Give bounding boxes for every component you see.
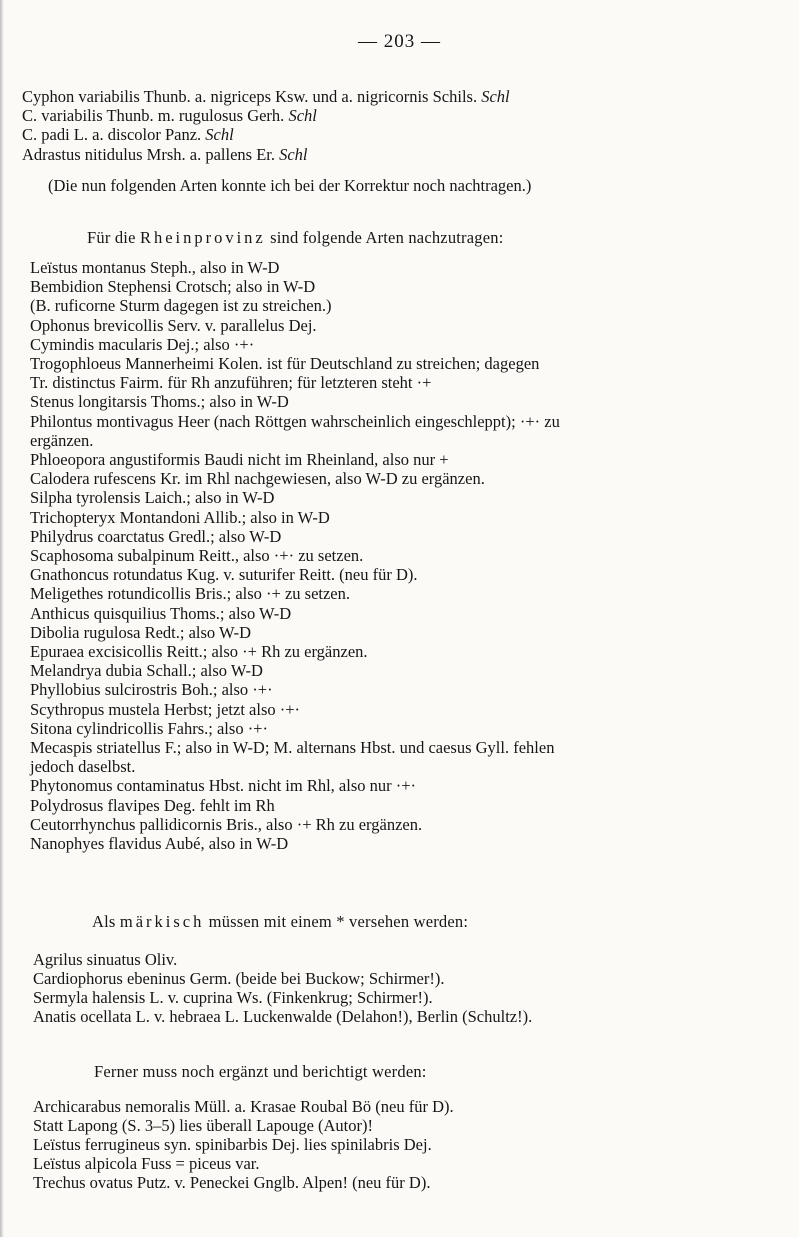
rheinprovinz-entry-22: Melandrya dubia Schall.; also W-D bbox=[30, 661, 263, 681]
page-number: — 203 — bbox=[358, 31, 441, 52]
rheinprovinz-entry-29: Polydrosus flavipes Deg. fehlt im Rh bbox=[30, 795, 275, 815]
rheinprovinz-entry-10: ergänzen. bbox=[30, 430, 94, 450]
ferner-entry-1: Archicarabus nemoralis Müll. a. Krasae Roubal Bö (neu für D). bbox=[33, 1097, 454, 1116]
rheinprovinz-entry-20: Dibolia rugulosa Redt.; also W-D bbox=[30, 622, 252, 642]
rheinprovinz-entry-3: (B. ruficorne Sturm dagegen ist zu streichen.) bbox=[30, 296, 332, 316]
correction-note: (Die nun folgenden Arten konnte ich bei der Korrektur noch nachtragen.) bbox=[48, 176, 532, 195]
rheinprovinz-entry-19: Anthicus quisquilius Thoms.; also W-D bbox=[30, 603, 292, 623]
rheinprovinz-entry-27: jedoch daselbst. bbox=[30, 757, 136, 777]
maerkisch-entry-3: Sermyla halensis L. v. cuprina Ws. (Finkenkrug; Schirmer!). bbox=[33, 988, 433, 1007]
ferner-entry-2: Statt Lapong (S. 3–5) lies überall Lapouge (Autor)! bbox=[33, 1116, 373, 1135]
rheinprovinz-entry-5: Cymindis macularis Dej.; also ·+· bbox=[30, 334, 255, 354]
rheinprovinz-entry-7: Tr. distinctus Fairm. für Rh anzuführen; für letzteren steht ·+ bbox=[30, 373, 432, 393]
rheinprovinz-entry-18: Meligethes rotundicollis Bris.; also ·+ zu setzen. bbox=[30, 584, 350, 604]
maerkisch-entry-1: Agrilus sinuatus Oliv. bbox=[33, 950, 178, 969]
maerkisch-heading: Als märkisch müssen mit einem * versehen werden: bbox=[92, 912, 469, 931]
maerkisch-entry-4: Anatis ocellata L. v. hebraea L. Luckenwalde (Delahon!), Berlin (Schultz!). bbox=[33, 1007, 533, 1026]
ferner-heading: Ferner muss noch ergänzt und berichtigt werden: bbox=[94, 1062, 427, 1081]
correction-line-4: Adrastus nitidulus Mrsh. a. pallens Er. Schl bbox=[22, 145, 308, 164]
rheinprovinz-entry-25: Sitona cylindricollis Fahrs.; also ·+· bbox=[30, 718, 268, 738]
rheinprovinz-entry-14: Trichopteryx Montandoni Allib.; also in W-D bbox=[30, 507, 330, 527]
rheinprovinz-entry-1: Leïstus montanus Steph., also in W-D bbox=[30, 258, 280, 277]
rheinprovinz-entry-23: Phyllobius sulcirostris Boh.; also ·+· bbox=[30, 680, 273, 700]
rheinprovinz-entry-15: Philydrus coarctatus Gredl.; also W-D bbox=[30, 526, 282, 546]
rheinprovinz-entry-16: Scaphosoma subalpinum Reitt., also ·+· zu setzen. bbox=[30, 546, 364, 565]
correction-line-2: C. variabilis Thunb. m. rugulosus Gerh. Schl bbox=[22, 106, 317, 125]
correction-line-3: C. padi L. a. discolor Panz. Schl bbox=[22, 125, 234, 144]
rheinprovinz-entry-11: Phloeopora angustiformis Baudi nicht im Rheinland, also nur + bbox=[30, 450, 449, 469]
rheinprovinz-entry-24: Scythropus mustela Herbst; jetzt also ·+· bbox=[30, 699, 301, 719]
rheinprovinz-entry-8: Stenus longitarsis Thoms.; also in W-D bbox=[30, 392, 289, 412]
rheinprovinz-entry-17: Gnathoncus rotundatus Kug. v. suturifer Reitt. (neu für D). bbox=[30, 565, 418, 585]
rheinprovinz-entry-13: Silpha tyrolensis Laich.; also in W-D bbox=[30, 488, 275, 508]
ferner-entry-3: Leïstus ferrugineus syn. spinibarbis Dej. lies spinilabris Dej. bbox=[33, 1135, 432, 1154]
rheinprovinz-entry-21: Epuraea excisicollis Reitt.; also ·+ Rh zu ergänzen. bbox=[30, 642, 368, 661]
rheinprovinz-entry-28: Phytonomus contaminatus Hbst. nicht im Rhl, also nur ·+· bbox=[30, 776, 417, 796]
ferner-entry-5: Trechus ovatus Putz. v. Peneckei Gnglb. Alpen! (neu für D). bbox=[33, 1173, 431, 1192]
ferner-entry-4: Leïstus alpicola Fuss = piceus var. bbox=[33, 1154, 260, 1173]
rheinprovinz-entry-4: Ophonus brevicollis Serv. v. parallelus Dej. bbox=[30, 315, 317, 335]
rheinprovinz-heading: Für die Rheinprovinz sind folgende Arten nachzutragen: bbox=[87, 228, 504, 247]
rheinprovinz-entry-6: Trogophloeus Mannerheimi Kolen. ist für Deutschland zu streichen; dagegen bbox=[30, 354, 540, 373]
page-edge-shadow bbox=[0, 0, 4, 1237]
rheinprovinz-entry-26: Mecaspis striatellus F.; also in W-D; M. alternans Hbst. und caesus Gyll. fehlen bbox=[30, 738, 555, 757]
rheinprovinz-entry-30: Ceutorrhynchus pallidicornis Bris., also ·+ Rh zu ergänzen. bbox=[30, 814, 423, 834]
rheinprovinz-entry-12: Calodera rufescens Kr. im Rhl nachgewiesen, also W-D zu ergänzen. bbox=[30, 469, 485, 489]
correction-line-1: Cyphon variabilis Thunb. a. nigriceps Ksw. und a. nigricornis Schils. Schl bbox=[22, 87, 510, 106]
rheinprovinz-entry-2: Bembidion Stephensi Crotsch; also in W-D bbox=[30, 277, 316, 297]
rheinprovinz-entry-31: Nanophyes flavidus Aubé, also in W-D bbox=[30, 834, 289, 853]
maerkisch-entry-2: Cardiophorus ebeninus Germ. (beide bei Buckow; Schirmer!). bbox=[33, 969, 445, 988]
rheinprovinz-entry-9: Philontus montivagus Heer (nach Röttgen wahrscheinlich eingeschleppt); ·+· zu bbox=[30, 411, 560, 431]
